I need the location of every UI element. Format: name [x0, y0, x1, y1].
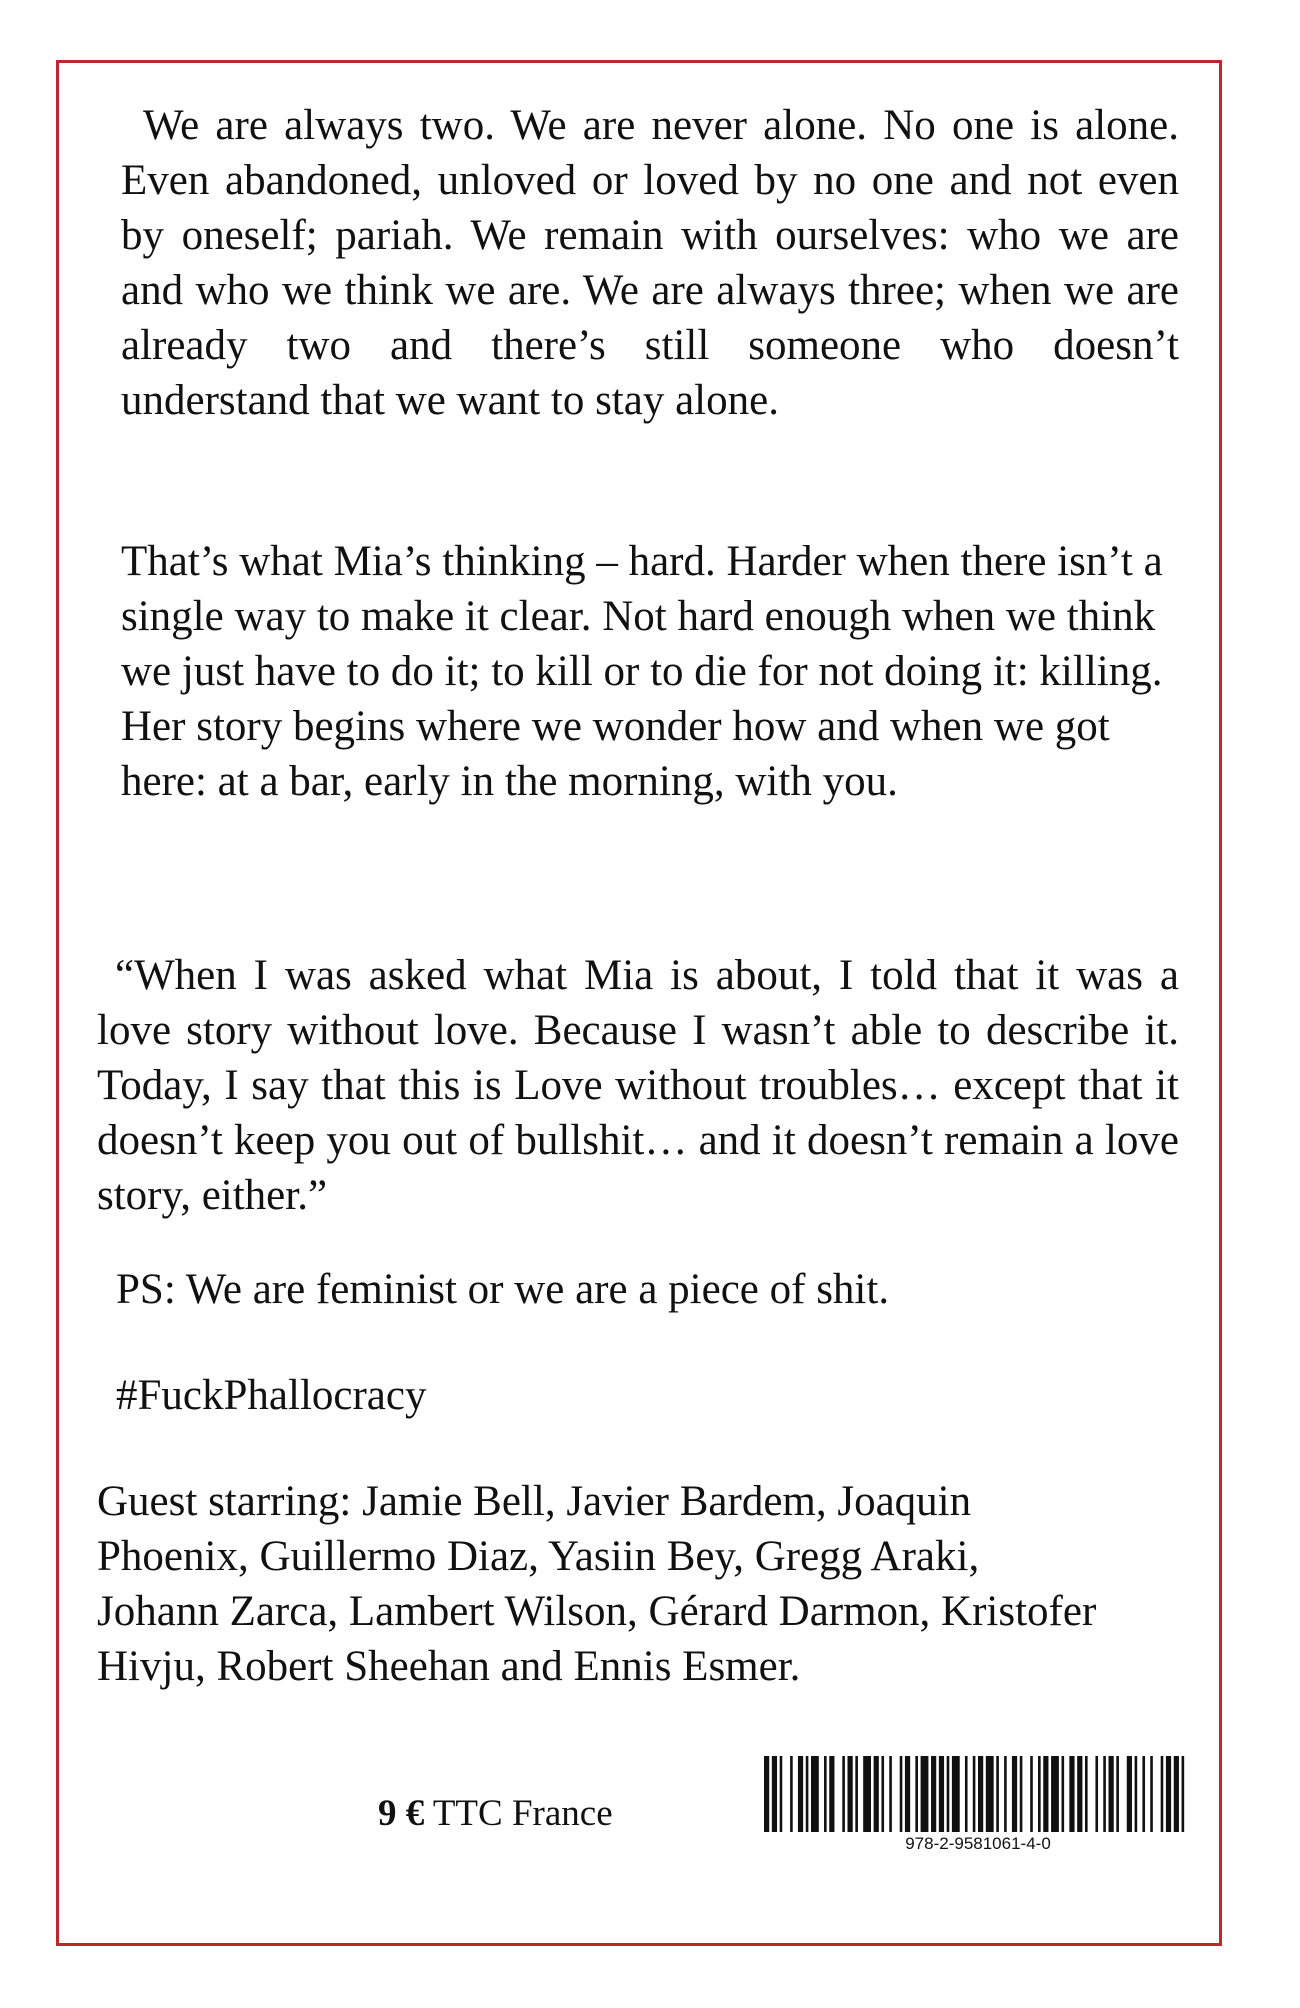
barcode-bar: [881, 1756, 884, 1832]
isbn-number: 978-2-9581061-4-0: [905, 1834, 1051, 1853]
barcode-bar: [790, 1756, 793, 1832]
barcode-bar: [1142, 1756, 1145, 1832]
barcode-bar: [939, 1756, 944, 1832]
hashtag-line: #FuckPhallocracy: [116, 1372, 427, 1419]
barcode-bars: [764, 1756, 1192, 1832]
barcode-bar: [996, 1756, 999, 1832]
barcode-bar: [1043, 1756, 1048, 1832]
barcode-bar: [855, 1756, 858, 1832]
barcode-bar: [965, 1756, 968, 1832]
barcode-bar: [806, 1756, 809, 1832]
barcode-bar: [1135, 1756, 1138, 1832]
price-label: [378, 1792, 613, 1836]
barcode-bar: [1020, 1756, 1023, 1832]
price-suffix: TTC France: [424, 1793, 613, 1834]
barcode-bar: [764, 1756, 769, 1832]
barcode-bar: [1038, 1756, 1041, 1832]
barcode-bar: [1051, 1756, 1059, 1832]
barcode-bar: [772, 1756, 777, 1832]
postscript-line: PS: We are feminist or we are a piece of shit.: [116, 1266, 890, 1313]
barcode-bar: [952, 1756, 960, 1832]
barcode-bar: [905, 1756, 910, 1832]
barcode-bar: [1085, 1756, 1088, 1832]
barcode-bar: [1127, 1756, 1132, 1832]
barcode-bar: [1150, 1756, 1153, 1832]
barcode-bar: [1012, 1756, 1017, 1832]
barcode-bar: [1069, 1756, 1074, 1832]
guest-starring-list: Guest starring: Jamie Bell, Javier Bardem, Joaquin Phoenix, Guillermo Diaz, Yasiin Bey, Gregg Araki, Johann Zarca, Lambert Wilson, Gérard Darmon, Kristofer Hivju, Robert Sheehan and Ennis Esmer.: [97, 1478, 1097, 1690]
barcode-bar: [1174, 1756, 1179, 1832]
barcode-bar: [829, 1756, 834, 1832]
barcode-bar: [986, 1756, 994, 1832]
barcode-bar: [973, 1756, 976, 1832]
barcode-bar: [947, 1756, 950, 1832]
barcode-bar: [1062, 1756, 1065, 1832]
barcode-bar: [921, 1756, 929, 1832]
author-quote: “When I was asked what Mia is about, I told that it was a love story without love. Because I wasn’t able to describe it. Today, I say that this is Love without troubles… except that it doesn’t keep you out of bullshit… and it doesn’t remain a love story, either.”: [97, 952, 1179, 1219]
barcode: [764, 1756, 1192, 1866]
barcode-bar: [1095, 1756, 1098, 1832]
barcode-bar: [863, 1756, 871, 1832]
barcode-bar: [1004, 1756, 1007, 1832]
barcode-bar: [889, 1756, 892, 1832]
blurb-paragraph-1: We are always two. We are never alone. No one is alone. Even abandoned, unloved or loved by no one and not even by oneself; pariah. We remain with ourselves: who we are and who we think we are. We are always three; when we are already two and there’s still someone who doesn’t understand that we want to stay alone.: [121, 102, 1179, 424]
barcode-bar: [1103, 1756, 1106, 1832]
barcode-bar: [842, 1756, 845, 1832]
price-amount: 9 €: [378, 1793, 425, 1834]
barcode-bar: [1161, 1756, 1164, 1832]
barcode-bar: [848, 1756, 853, 1832]
barcode-bar: [931, 1756, 936, 1832]
barcode-bar: [900, 1756, 903, 1832]
barcode-bar: [978, 1756, 983, 1832]
barcode-bar: [1077, 1756, 1082, 1832]
barcode-bar: [874, 1756, 879, 1832]
barcode-bar: [780, 1756, 783, 1832]
barcode-bar: [1030, 1756, 1033, 1832]
barcode-bar: [1116, 1756, 1119, 1832]
barcode-bar: [811, 1756, 819, 1832]
barcode-bar: [1108, 1756, 1113, 1832]
barcode-bar: [824, 1756, 827, 1832]
barcode-bar: [915, 1756, 918, 1832]
barcode-bar: [1166, 1756, 1171, 1832]
blurb-paragraph-2: That’s what Mia’s thinking – hard. Harder when there isn’t a single way to make it clear. Not hard enough when we think we just have to do it; to kill or to die for not doing it: killing. Her story begins where we wonder how and when we got here: at a bar, early in the morning, with you.: [121, 538, 1163, 805]
barcode-bar: [1182, 1756, 1185, 1832]
barcode-bar: [798, 1756, 803, 1832]
